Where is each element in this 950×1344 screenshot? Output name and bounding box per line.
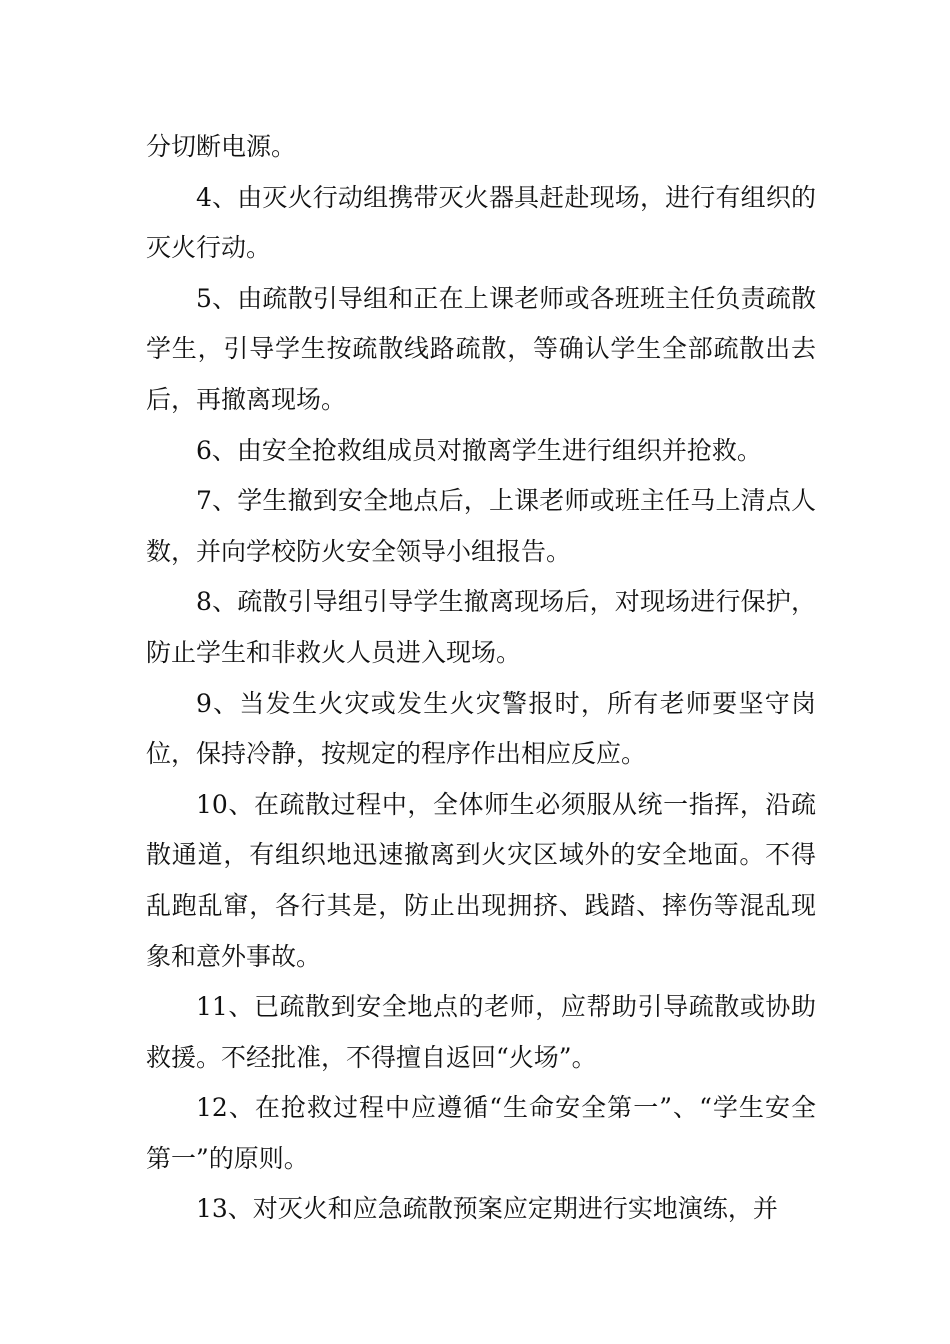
paragraph-item-11: 11、已疏散到安全地点的老师，应帮助引导疏散或协助救援。不经批准，不得擅自返回“火场”。: [146, 992, 816, 1072]
paragraph-item-8: 8、疏散引导组引导学生撤离现场后，对现场进行保护，防止学生和非救火人员进入现场。: [146, 587, 816, 667]
paragraph-item-9: 9、当发生火灾或发生火灾警报时，所有老师要坚守岗位，保持冷静，按规定的程序作出相应反应。: [146, 688, 816, 769]
paragraph-item-10: 10、在疏散过程中，全体师生必须服从统一指挥，沿疏散通道，有组织地迅速撤离到火灾区域外的安全地面。不得乱跑乱窜，各行其是，防止出现拥挤、践踏、摔伤等混乱现象和意外事故。: [146, 789, 816, 971]
paragraph-item-6: 6、由安全抢救组成员对撤离学生进行组织并抢救。: [196, 435, 762, 465]
paragraph-item-4: 4、由灭火行动组携带灭火器具赶赴现场，进行有组织的灭火行动。: [146, 182, 816, 263]
paragraph-item-12: 12、在抢救过程中应遵循“生命安全第一”、“学生安全第一”的原则。: [146, 1093, 816, 1173]
document-body: [146, 122, 816, 1235]
paragraph-item-7: 7、学生撤到安全地点后，上课老师或班主任马上清点人数，并向学校防火安全领导小组报告。: [146, 486, 816, 566]
paragraph-item-5: 5、由疏散引导组和正在上课老师或各班班主任负责疏散学生，引导学生按疏散线路疏散，等确认学生全部疏散出去后，再撤离现场。: [146, 283, 816, 414]
paragraph-continuation: 分切断电源。: [146, 132, 297, 161]
paragraph-item-13: 13、对灭火和应急疏散预案应定期进行实地演练，并: [196, 1194, 778, 1224]
